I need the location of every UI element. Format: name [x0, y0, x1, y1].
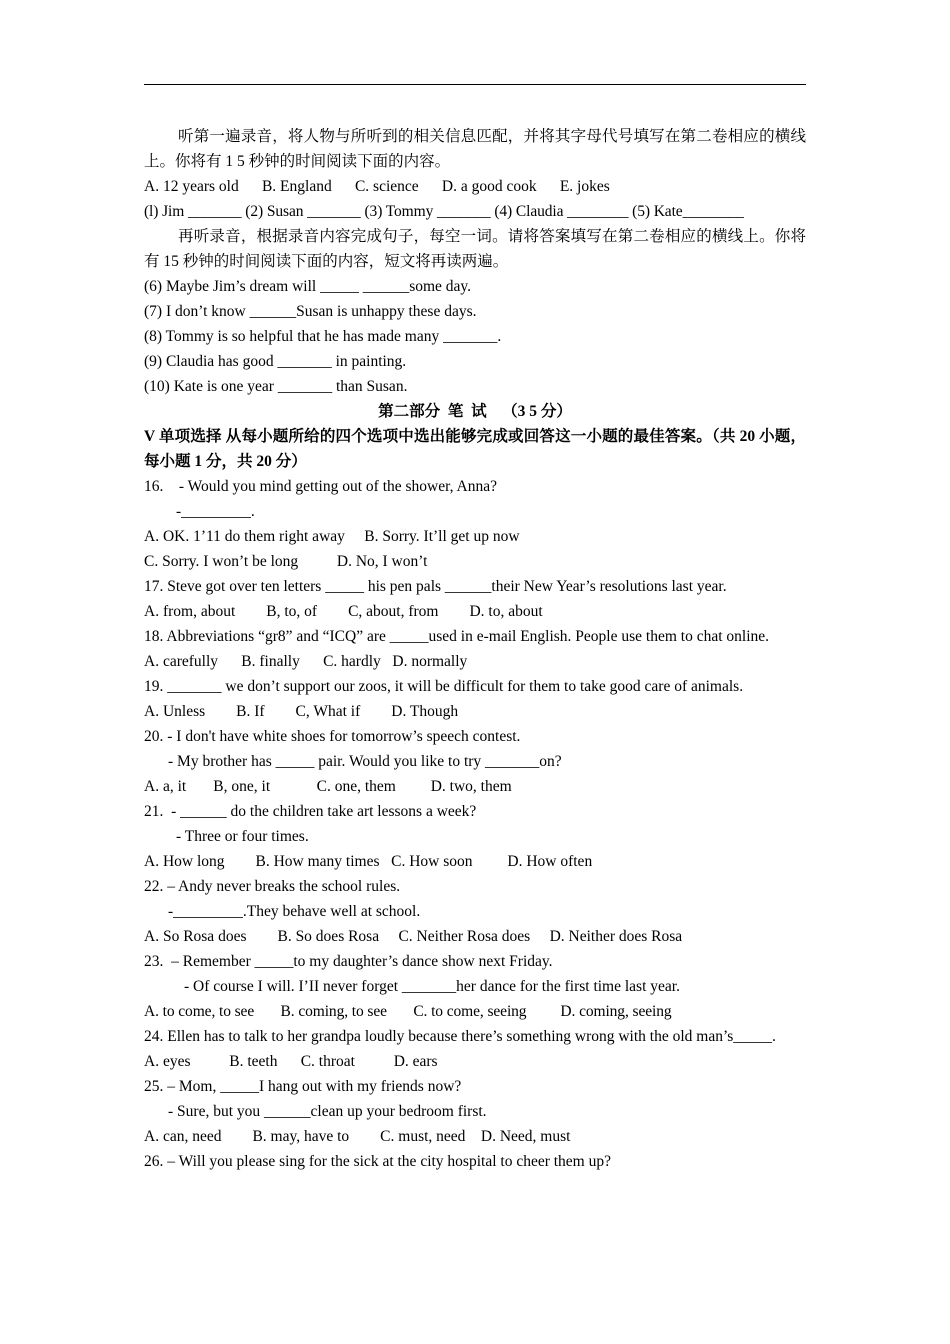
question-16-answer-line: -_________.	[176, 503, 255, 520]
question-23: 23. – Remember _____to my daughter’s dance show next Friday.	[144, 953, 553, 970]
header-rule	[144, 84, 806, 85]
question-18: 18. Abbreviations “gr8” and “ICQ” are _____used in e-mail English. People use them to chat online.	[144, 628, 770, 645]
listening-item-8: (8) Tommy is so helpful that he has made many _______.	[144, 328, 502, 345]
listening-item-7: (7) I don’t know ______Susan is unhappy these days.	[144, 303, 477, 320]
question-22-reply: -_________.They behave well at school.	[168, 903, 421, 920]
question-23-reply: - Of course I will. I’II never forget _______her dance for the first time last year.	[184, 978, 680, 995]
question-16: 16. - Would you mind getting out of the shower, Anna?	[144, 478, 498, 495]
question-16-options-2: C. Sorry. I won’t be long D. No, I won’t	[144, 553, 428, 570]
question-25: 25. – Mom, _____I hang out with my friends now?	[144, 1078, 462, 1095]
question-20-reply: - My brother has _____ pair. Would you like to try _______on?	[168, 753, 562, 770]
question-17: 17. Steve got over ten letters _____ his pen pals ______their New Year’s resolutions last year.	[144, 578, 727, 595]
question-19: 19. _______ we don’t support our zoos, it will be difficult for them to take good care of animals.	[144, 678, 744, 695]
question-25-reply: - Sure, but you ______clean up your bedroom first.	[168, 1103, 487, 1120]
question-20-options: A. a, it B, one, it C. one, them D. two, them	[144, 778, 512, 795]
exam-content	[144, 124, 806, 1174]
listening-item-10: (10) Kate is one year _______ than Susan.	[144, 378, 408, 395]
question-22: 22. – Andy never breaks the school rules.	[144, 878, 401, 895]
question-20: 20. - I don't have white shoes for tomorrow’s speech contest.	[144, 728, 521, 745]
question-24: 24. Ellen has to talk to her grandpa loudly because there’s something wrong with the old man’s_____.	[144, 1028, 776, 1045]
listening-instruction-2: 再听录音，根据录音内容完成句子，每空一词。请将答案填写在第二卷相应的横线上。你将有 15 秒钟的时间阅读下面的内容，短文将再读两遍。	[144, 228, 806, 270]
listening-options: A. 12 years old B. England C. science D. a good cook E. jokes	[144, 178, 610, 195]
part2-title: 第二部分 笔 试 （3 5 分）	[378, 403, 572, 420]
listening-match-line: (l) Jim _______ (2) Susan _______ (3) Tommy _______ (4) Claudia ________ (5) Kate________	[144, 203, 744, 220]
question-23-options: A. to come, to see B. coming, to see C. to come, seeing D. coming, seeing	[144, 1003, 672, 1020]
question-21: 21. - ______ do the children take art lessons a week?	[144, 803, 477, 820]
question-26: 26. – Will you please sing for the sick at the city hospital to cheer them up?	[144, 1153, 611, 1170]
listening-item-6: (6) Maybe Jim’s dream will _____ ______some day.	[144, 278, 472, 295]
question-17-options: A. from, about B, to, of C, about, from D. to, about	[144, 603, 543, 620]
question-16-options-1: A. OK. 1’11 do them right away B. Sorry. It’ll get up now	[144, 528, 520, 545]
listening-item-9: (9) Claudia has good _______ in painting.	[144, 353, 407, 370]
question-24-options: A. eyes B. teeth C. throat D. ears	[144, 1053, 438, 1070]
question-19-options: A. Unless B. If C, What if D. Though	[144, 703, 459, 720]
question-21-reply: - Three or four times.	[176, 828, 309, 845]
question-18-options: A. carefully B. finally C. hardly D. normally	[144, 653, 468, 670]
question-21-options: A. How long B. How many times C. How soon D. How often	[144, 853, 593, 870]
question-25-options: A. can, need B. may, have to C. must, need D. Need, must	[144, 1128, 571, 1145]
question-22-options: A. So Rosa does B. So does Rosa C. Neither Rosa does D. Neither does Rosa	[144, 928, 683, 945]
section-heading: V 单项选择 从每小题所给的四个选项中选出能够完成或回答这一小题的最佳答案。（共 20 小题，每小题 1 分，共 20 分）	[144, 428, 806, 470]
listening-instruction-1: 听第一遍录音，将人物与所听到的相关信息匹配，并将其字母代号填写在第二卷相应的横线上。你将有 1 5 秒钟的时间阅读下面的内容。	[144, 128, 806, 170]
